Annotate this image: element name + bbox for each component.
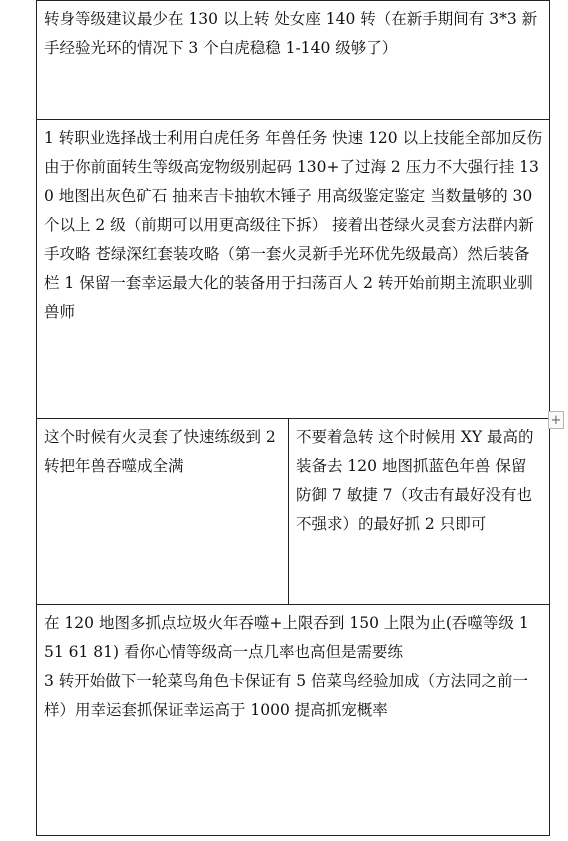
table-cell-left[interactable] xyxy=(37,419,289,605)
cell-text: 1 转职业选择战士利用白虎任务 年兽任务 快速 120 以上技能全部加反伤由于你前面转生等级高宠物级别起码 130+了过海 2 压力不大强行挂 130 地图出灰色矿石 抽来吉卡抽软木锤子 用高级鉴定鉴定 当数量够的 30 个以上 2 级（前期可以用更高级往下拆） 接着出苍绿火灵套方法群内新手攻略 苍绿深红套装攻略（第一套火灵新手光环优先级最高）然后装备栏 1 保留一套幸运最大化的装备用于扫荡百人 2 转开始前期主流职业驯兽师 xyxy=(44,129,543,321)
table-row xyxy=(37,419,550,605)
table-cell-right[interactable] xyxy=(289,419,550,605)
table-cell[interactable] xyxy=(37,120,550,419)
table-cell[interactable] xyxy=(37,605,550,836)
cell-text: 转身等级建议最少在 130 以上转 处女座 140 转（在新手期间有 3*3 新手经验光环的情况下 3 个白虎稳稳 1-140 级够了） xyxy=(44,10,538,57)
table-cell[interactable] xyxy=(37,1,550,120)
add-row-icon[interactable]: + xyxy=(548,411,564,429)
cell-text: 这个时候有火灵套了快速练级到 2 转把年兽吞噬成全满 xyxy=(44,428,276,475)
cell-paragraph: 3 转开始做下一轮菜鸟角色卡保证有 5 倍菜鸟经验加成（方法同之前一样）用幸运套抓保证幸运高于 1000 提高抓宠概率 xyxy=(44,672,529,719)
table-row xyxy=(37,1,550,120)
strategy-table xyxy=(36,0,550,836)
cell-text: 不要着急转 这个时候用 XY 最高的装备去 120 地图抓蓝色年兽 保留 防御 7 敏捷 7（攻击有最好没有也不强求）的最好抓 2 只即可 xyxy=(296,428,534,533)
cell-paragraph: 在 120 地图多抓点垃圾火年吞噬+上限吞到 150 上限为止(吞噬等级 1 51 61 81) 看你心情等级高一点几率也高但是需要练 xyxy=(44,614,529,661)
table-row xyxy=(37,120,550,419)
table-row xyxy=(37,605,550,836)
